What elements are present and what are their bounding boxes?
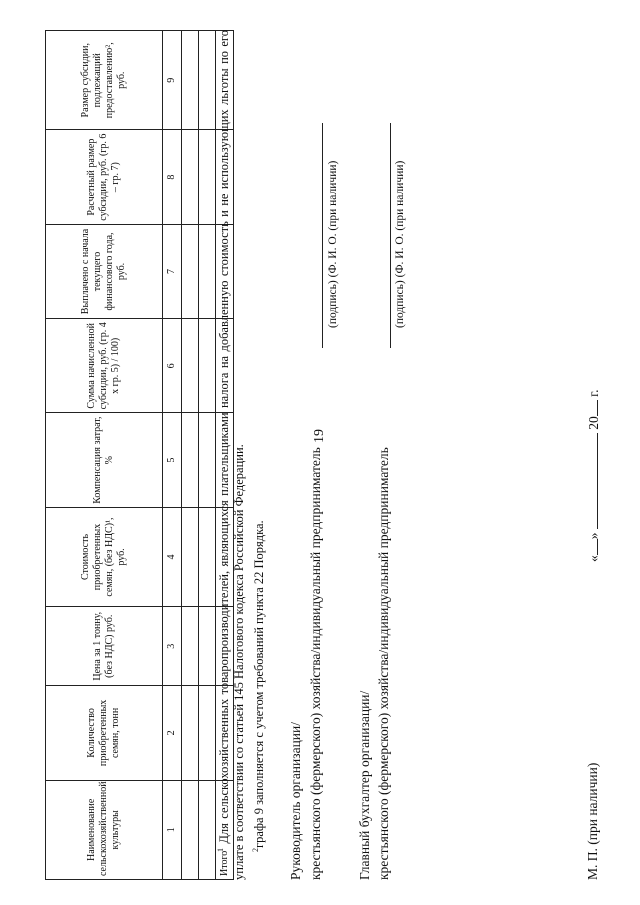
column-number: 7 bbox=[163, 224, 182, 318]
footnote-text: Для сельскохозяйственных товаропроизводителей, являющихся плательщиками налога на добавленную стоимость и не использующих льготы по его уплате в соответствии со статьей 145 Налогового кодекса Российской Федерации. bbox=[217, 29, 247, 880]
table-row bbox=[182, 31, 199, 880]
stamp-placeholder: М. П. (при наличии) bbox=[585, 762, 600, 880]
column-number-row bbox=[163, 31, 182, 880]
empty-cell bbox=[182, 31, 199, 130]
column-number: 3 bbox=[163, 607, 182, 686]
header-cell: Расчетный размер субсидии, руб. (гр. 6 – гр. 7) bbox=[46, 130, 163, 224]
column-number: 8 bbox=[163, 130, 182, 224]
footnote-2 bbox=[248, 30, 267, 880]
footnote-mark: 1 bbox=[216, 848, 225, 852]
header-cell: Наименование сельскохозяйственной культуры bbox=[46, 780, 163, 879]
head-title-line2: крестьянского (фермерского) хозяйства/индивидуальный предприниматель bbox=[308, 447, 323, 880]
head-signature-line bbox=[322, 123, 323, 348]
head-signature-caption: (подпись) (Ф. И. О. (при наличии) bbox=[327, 160, 339, 328]
accountant-title-line1: Главный бухгалтер организации/ bbox=[357, 690, 372, 880]
empty-cell bbox=[182, 780, 199, 879]
date-field bbox=[585, 389, 602, 562]
footnotes bbox=[213, 30, 267, 880]
month-blank bbox=[585, 433, 598, 529]
column-number: 2 bbox=[163, 686, 182, 780]
column-number: 9 bbox=[163, 31, 182, 130]
footnote-mark: 2 bbox=[251, 848, 261, 852]
header-cell: Размер субсидии, подлежащий предоставлению², руб. bbox=[46, 31, 163, 130]
empty-cell bbox=[182, 413, 199, 507]
date-century: 20 bbox=[586, 416, 601, 430]
column-number: 6 bbox=[163, 319, 182, 413]
header-cell: Количество приобретенных семян, тонн bbox=[46, 686, 163, 780]
accountant-signature-line bbox=[390, 123, 391, 348]
empty-cell bbox=[182, 224, 199, 318]
empty-cell bbox=[182, 319, 199, 413]
header-cell: Стоимость приобретенных семян, (без НДС)¹, руб. bbox=[46, 507, 163, 606]
column-number: 1 bbox=[163, 780, 182, 879]
footnote-text: графа 9 заполняется с учетом требований пункта 22 Порядка. bbox=[252, 520, 267, 848]
empty-cell bbox=[182, 507, 199, 606]
header-cell: Цена за 1 тонну, (без НДС) руб. bbox=[46, 607, 163, 686]
rotated-page-content bbox=[45, 30, 625, 880]
date-year-suffix: г. bbox=[586, 389, 601, 397]
empty-cell bbox=[182, 607, 199, 686]
column-number: 5 bbox=[163, 413, 182, 507]
footnote-1 bbox=[213, 30, 247, 880]
table-header-row bbox=[46, 31, 163, 880]
header-cell: Сумма начисленной субсидии, руб. (гр. 4 x гр. 5) / 100) bbox=[46, 319, 163, 413]
header-cell: Выплачено с начала текущего финансового года, руб. bbox=[46, 224, 163, 318]
subsidy-calculation-table bbox=[45, 30, 234, 880]
head-title-line1: Руководитель организации/ bbox=[288, 721, 303, 880]
total-label: Итого bbox=[216, 780, 234, 879]
year-blank bbox=[585, 400, 598, 416]
page-number: 19 bbox=[312, 429, 327, 443]
empty-cell bbox=[182, 130, 199, 224]
empty-cell bbox=[182, 686, 199, 780]
header-cell: Компенсация затрат, % bbox=[46, 413, 163, 507]
day-blank bbox=[585, 539, 598, 555]
accountant-title-line2: крестьянского (фермерского) хозяйства/индивидуальный предприниматель bbox=[376, 447, 391, 880]
accountant-signature-caption: (подпись) (Ф. И. О. (при наличии) bbox=[394, 160, 406, 328]
date-close-quote: » bbox=[586, 532, 601, 540]
date-open-quote: « bbox=[586, 555, 601, 562]
column-number: 4 bbox=[163, 507, 182, 606]
